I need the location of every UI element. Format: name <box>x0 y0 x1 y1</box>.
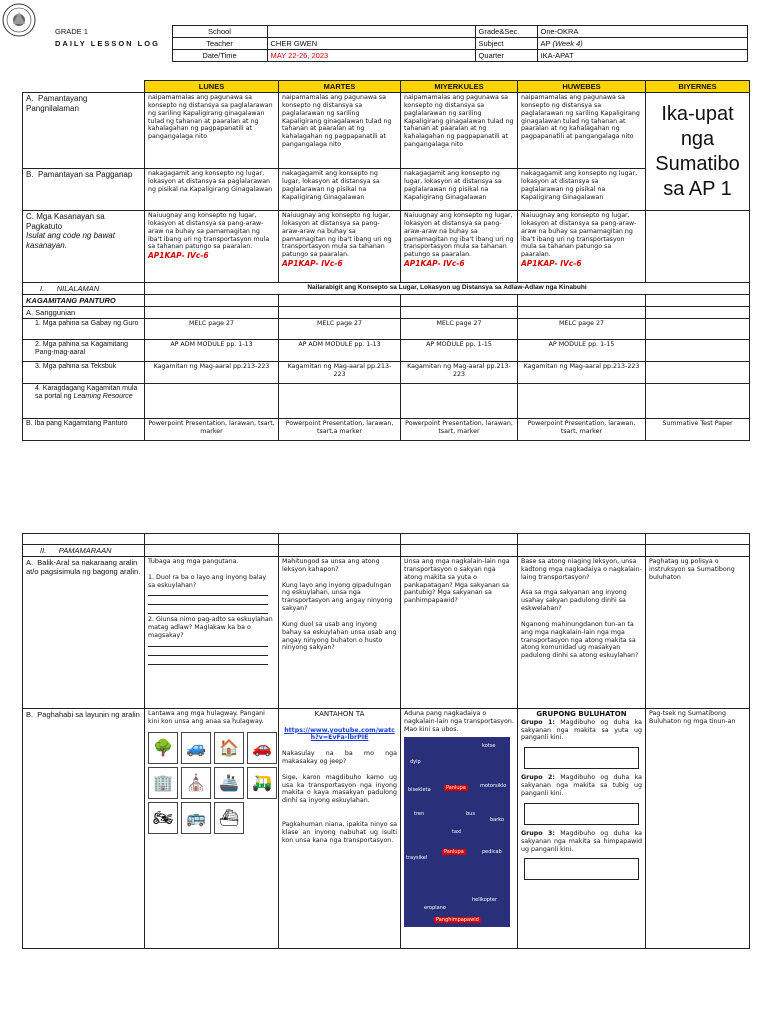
nilalaman-label <box>23 283 145 295</box>
lesson-plan-table <box>22 80 750 441</box>
school-value[interactable] <box>267 26 475 38</box>
paghahabi-lunes <box>145 709 279 949</box>
iba-pang-kagamitan-lunes: Powerpoint Presentation, larawan, tsart, marker <box>145 419 279 441</box>
vehicle-picture-grid <box>148 732 275 834</box>
day-header-biyernes: BIYERNES <box>646 81 750 93</box>
group-1-answer-box[interactable] <box>524 747 639 769</box>
church-picture-icon: ⛪ <box>181 767 211 799</box>
wed-b-intro: Aduna pang nagkadaiya o nagkalain-lain nga transportasyon. Mao kini sa ubos. <box>404 710 514 733</box>
collage-label: bisekleta <box>408 786 431 793</box>
quarter-label: Quarter <box>475 50 537 62</box>
lr-martes <box>279 384 401 419</box>
subject-value[interactable] <box>537 38 747 50</box>
jeep-picture-icon: 🚙 <box>181 732 211 764</box>
section-b-title: Pamantayan sa Pagganap <box>38 170 133 179</box>
paghahabi-martes <box>279 709 401 949</box>
iba-pang-kagamitan-martes: Powerpoint Presentation, larawan, tsart,a marker <box>279 419 401 441</box>
subject-label: Subject <box>475 38 537 50</box>
bus-picture-icon: 🚌 <box>181 802 211 834</box>
performance-standard-huwebes: nakagagamit ang konsepto ng lugar, lokasyon at distansya sa paglalarawan ng pisikal na Kapaligirang Ginagalawan <box>518 169 646 211</box>
paghahabi-miyerkules <box>401 709 518 949</box>
kagamitan-title: KAGAMITANG PANTURO <box>23 295 145 307</box>
balik-aral-letter: A. <box>26 558 34 567</box>
thu-paragraph-1: Base sa atong niaging leksyon, unsa kadtong mga nagkadaiya o nagkalain-laing transportasyon? <box>521 558 642 581</box>
balik-aral-martes <box>279 557 401 709</box>
teksbuk-lunes: Kagamitan ng Mag-aaral pp.213-223 <box>145 362 279 384</box>
iba-pang-kagamitan-miyerkules: Powerpoint Presentation, larawan, tsart, marker <box>401 419 518 441</box>
competency-text: Naiuugnay ang konsepto ng lugar, lokasyon at distansya sa pang-araw-araw na buhay sa pamamagitan ng iba't ibang uri ng transportasyon mula sa tahanan patungo sa paaralan. <box>282 212 392 259</box>
gabay-guro-biyernes <box>646 319 750 340</box>
grade-sec-label: Grade&Sec. <box>475 26 537 38</box>
collage-label: traysikel <box>406 854 428 861</box>
balik-aral-miyerkules: Unsa ang mga nagkalain-lain nga transportasyon o sakyan nga atong makita sa yuta o pankapatagan? Mga sakyanan sa pantubig? Mga sakyanan sa panhimpapawid? <box>401 557 518 709</box>
boat-picture-icon: ⛴ <box>214 802 244 834</box>
paghahabi-title: Paghahabi sa layunin ng aralin <box>37 710 140 719</box>
tue-b-paragraph-2: Sige, karon magdibuho kamo ug usa ka transportasyon nga inyong makita o kaya masakyan padulong dinhi sa inyong eskuylahan. <box>282 773 397 805</box>
house-picture-icon: 🏠 <box>214 732 244 764</box>
group-2-label: Grupo 2: <box>521 774 555 782</box>
module-biyernes <box>646 340 750 362</box>
competency-text: Naiuugnay ang konsepto ng lugar, lokasyon at distansya sa pang-araw-araw na buhay sa pamamagitan ng iba't ibang uri ng transportasyon mula sa tahanan patungo sa paaralan. <box>521 212 637 259</box>
answer-line[interactable] <box>148 598 268 605</box>
sanggunian-label: A. Sanggunian <box>23 307 145 319</box>
module-miyerkules: AP MODULE pp. 1-15 <box>401 340 518 362</box>
competency-miyerkules <box>401 211 518 283</box>
collage-label: motorsiklo <box>480 782 507 789</box>
group-1-label: Grupo 1: <box>521 718 555 726</box>
paghahabi-label <box>23 709 145 949</box>
balik-aral-title: Balik-Aral sa nakaraang aralin at/o pagsisimula ng bagong aralin. <box>26 558 141 576</box>
grupong-buluhaton-title: GRUPONG BULUHATON <box>536 710 627 718</box>
competency-biyernes <box>646 211 750 283</box>
section-b-letter: B. <box>26 170 34 179</box>
collage-label: bus <box>466 810 475 817</box>
thu-paragraph-2: Asa sa mga sakyanan ang inyong usahay sakyan padulong dinhi sa eskwelahan? <box>521 589 627 613</box>
content-standard-huwebes: naipamamalas ang pagunawa sa konsepto ng distansya sa paglalarawan ng sariling Kapaligirang ginagalawan tulad ng tahanan at paaralan at ng kahalagahan ng pagpapanatili at pangangalaga nito <box>518 93 646 169</box>
group-3-text: Magdibuho og duha ka sakyanan nga makita sa himpapawid ug panganli kini. <box>521 829 642 853</box>
iba-pang-kagamitan-biyernes: Summative Test Paper <box>646 419 750 441</box>
answer-line[interactable] <box>148 589 268 596</box>
lr-huwebes <box>518 384 646 419</box>
teksbuk-biyernes <box>646 362 750 384</box>
karagdagang-kagamitan-text: 4. Karagdagang Kagamitan mula sa portal ng <box>35 385 138 401</box>
transport-collage-image <box>404 737 510 927</box>
competency-martes <box>279 211 401 283</box>
section-a-letter: A. <box>26 94 34 103</box>
day-header-huwebes: HUWEBES <box>518 81 646 93</box>
section-c-instruction: Isulat ang code ng bawat kasanayan. <box>26 231 115 250</box>
teksbuk-huwebes: Kagamitan ng Mag-aaral pp.213-223 <box>518 362 646 384</box>
row-label-pamantayang-pangnilalaman <box>23 93 145 169</box>
thu-paragraph-3: Nganong mahinungdanon tun-an ta ang mga nagkalain-lain nga mga transportasyon nga atong makita sa atong komunidad ug masakyan padulong dinhi sa atong eskuylahan? <box>521 620 639 660</box>
collage-label: eroplano <box>424 904 446 911</box>
paghahabi-biyernes: Pag-tsek ng Sumatibong Buluhaton ng mga tinun-an <box>646 709 750 949</box>
question-2: 2. Giunsa nimo pag-adto sa eskuylahan matag adlaw? Maglakaw ka ba o magsakay? <box>148 616 273 640</box>
pamamaraan-label <box>23 545 145 557</box>
group-2-text: Magdibuho og duha ka sakyanan nga makita sa tubig ug panganli kini. <box>521 774 642 798</box>
row-label-kasanayan <box>23 211 145 283</box>
daily-lesson-log-title: DAILY LESSON LOG <box>55 39 160 48</box>
lr-miyerkules <box>401 384 518 419</box>
competency-text: Naiuugnay ang konsepto ng lugar, lokasyon at distansya sa pang-araw-araw na buhay sa pamamagitan ng iba't ibang uri ng transportasyon mula sa tahanan patungo sa paaralan. <box>148 212 270 251</box>
week-text: (Week 4) <box>552 39 583 48</box>
kantahon-ta-title: KANTAHON TA <box>314 710 365 718</box>
paghahabi-huwebes <box>518 709 646 949</box>
tue-paragraph-2: Kung layo ang inyong gipadulngan ng eskuylahan, unsa nga transportasyon ang angay ninyong sakyan? <box>282 581 393 613</box>
performance-standard-lunes: nakagagamit ang konsepto ng lugar, lokasyon at distansya sa paglalarawan ng pisikal na Kapaligirang Ginagalawan <box>145 169 279 211</box>
teksbuk-martes: Kagamitan ng Mag-aaral pp.213-223 <box>279 362 401 384</box>
balik-aral-label <box>23 557 145 709</box>
day-header-miyerkules: MIYERKULES <box>401 81 518 93</box>
ship-picture-icon: 🚢 <box>214 767 244 799</box>
subject-text: AP <box>540 39 551 48</box>
iba-pang-kagamitan-label: B. Iba pang Kagamitang Panturo <box>23 419 145 441</box>
paghahabi-letter: B. <box>26 710 34 719</box>
gabay-guro-lunes: MELC page 27 <box>145 319 279 340</box>
competency-code: AP1KAP- IVc-6 <box>282 259 343 269</box>
balik-aral-huwebes <box>518 557 646 709</box>
collage-label: dyip <box>410 758 421 765</box>
group-1-text: Magdibuho og duha ka sakyanan nga makita sa yuta ug panganli kini. <box>521 718 642 742</box>
answer-line[interactable] <box>148 649 268 656</box>
gabay-guro-miyerkules: MELC page 27 <box>401 319 518 340</box>
tue-b-paragraph-3: Pagkahuman niana, ipakita ninyo sa klase an inyong nabuhat ug isulti kon unsa kana nga transportasyon. <box>282 820 397 844</box>
tricycle-picture-icon: 🛺 <box>247 767 277 799</box>
competency-huwebes <box>518 211 646 283</box>
collage-label: helikopter <box>472 896 498 903</box>
group-2-answer-box[interactable] <box>524 803 639 825</box>
group-2-task <box>521 774 642 798</box>
grade-label: GRADE 1 <box>55 27 88 36</box>
group-3-label: Grupo 3: <box>521 829 555 837</box>
collage-label: tren <box>414 810 425 817</box>
nilalaman-content: Nailarabigit ang Konsepto sa Lugar, Lokasyon ug Distansya sa Adlaw-Adlaw nga Kinabuhi <box>145 283 750 295</box>
module-lunes: AP ADM MODULE pp. 1-13 <box>145 340 279 362</box>
performance-standard-martes: nakagagamit ang konsepto ng lugar, lokasyon at distansya sa paglalarawan ng pisikal na Kapaligirang Ginagalawan <box>279 169 401 211</box>
kagamitang-pang-mag-aaral-label: 2. Mga pahina sa Kagamitang Pang-mag-aaral <box>23 340 145 362</box>
competency-code: AP1KAP- IVc-6 <box>148 251 209 261</box>
youtube-link[interactable]: https://www.youtube.com/watch?v=EvFa-lbrPIE <box>284 726 395 742</box>
gabay-guro-label: 1. Mga pahina sa Gabay ng Guro <box>23 319 145 340</box>
lr-biyernes <box>646 384 750 419</box>
paghahabi-instruction: Lantawa ang mga hulagway. Pangani kini kon unsa ang anaa sa hulagway. <box>148 710 265 725</box>
performance-standard-miyerkules: nakagagamit ang konsepto ng lugar, lokasyon at distansya sa paglalarawan ng pisikal na Kapaligirang Ginagalawan <box>401 169 518 211</box>
content-standard-martes: naipamamalas ang pagunawa sa konsepto ng distansya sa paglalarawan ng sariling Kapaligirang ginagalawan tulad ng tahanan at paaralan at ng kahalagahan ng pagpapanatili at pangangalaga nito <box>279 93 401 169</box>
balik-aral-intro: Tubaga ang mga pangutana. <box>148 558 239 565</box>
collage-label: barko <box>490 816 505 823</box>
gabay-guro-martes: MELC page 27 <box>279 319 401 340</box>
day-header-lunes: LUNES <box>145 81 279 93</box>
header-table <box>22 25 748 62</box>
answer-line[interactable] <box>148 607 268 614</box>
quarter-value[interactable]: IKA-APAT <box>537 50 747 62</box>
collage-label: pedicab <box>482 848 502 855</box>
date-time-label: Date/Time <box>172 50 267 62</box>
grade-sec-value[interactable]: One-OKRA <box>537 26 747 38</box>
pamamaraan-number: II. <box>40 546 47 555</box>
competency-code: AP1KAP- IVc-6 <box>521 259 582 269</box>
collage-label: taxi <box>452 828 462 835</box>
answer-line[interactable] <box>148 640 268 647</box>
module-huwebes: AP MODULE pp. 1-15 <box>518 340 646 362</box>
teacher-label: Teacher <box>172 38 267 50</box>
collage-label: Panghimpapawid <box>436 916 479 923</box>
balik-aral-lunes <box>145 557 279 709</box>
pamamaraan-title: PAMAMARAAN <box>58 546 112 555</box>
question-1: 1. Duol ra ba o layo ang inyong balay sa eskuylahan? <box>148 573 267 589</box>
group-3-answer-box[interactable] <box>524 858 639 880</box>
day-header-martes: MARTES <box>279 81 401 93</box>
iba-pang-kagamitan-huwebes: Powerpoint Presentation, larawan, tsart, marker <box>518 419 646 441</box>
motorcycle-picture-icon: 🏍 <box>148 802 178 834</box>
lr-lunes <box>145 384 279 419</box>
nilalaman-title: NILALAMAN <box>56 284 100 293</box>
pamamaraan-table <box>22 533 750 949</box>
content-standard-miyerkules: naipamamalas ang pagunawa sa konsepto ng distansya sa paglalarawan ng sariling Kapaligirang ginagalawan tulad ng tahanan at paaralan at ng kahalagahan ng pagpapanatili at pangangalaga nito <box>401 93 518 169</box>
answer-line[interactable] <box>148 658 268 665</box>
building-picture-icon: 🏢 <box>148 767 178 799</box>
gabay-guro-huwebes: MELC page 27 <box>518 319 646 340</box>
competency-text: Naiuugnay ang konsepto ng lugar, lokasyon at distansya sa pang-araw-araw na buhay sa pamamagitan ng iba't ibang uri ng transportasyon mula sa tahanan patungo sa paaralan. <box>404 212 514 259</box>
tue-paragraph-3: Kung duol sa usab ang inyong bahay sa eskuylahan unsa usab ang angay ninyong buhaton o husto ninyong sakyan? <box>282 620 397 652</box>
balik-aral-biyernes: Paghatag ug polisya o instruksyon sa Sumatibong buluhaton <box>646 557 750 709</box>
collage-label: Panlupa <box>444 848 464 855</box>
group-3-task <box>521 830 642 854</box>
tue-paragraph-1: Mahitungod sa unsa ang atong leksyon kahapon? <box>282 558 380 573</box>
section-c-title: Mga Kasanayan sa Pagkatuto <box>26 212 105 231</box>
karagdagang-kagamitan-label <box>23 384 145 419</box>
group-1-task <box>521 719 642 743</box>
learning-resource-text: Learning Resource <box>73 393 133 401</box>
module-martes: AP ADM MODULE pp. 1-13 <box>279 340 401 362</box>
tue-b-paragraph-1: Nakasulay na ba mo nga makasakay og jeep? <box>282 750 397 766</box>
section-c-letter: C. <box>26 212 34 221</box>
car-picture-icon: 🚗 <box>247 732 277 764</box>
school-label: School <box>172 26 267 38</box>
tree-picture-icon: 🌳 <box>148 732 178 764</box>
collage-label: kotse <box>482 742 496 749</box>
row-label-pamantayan-sa-pagganap <box>23 169 145 211</box>
collage-label: Panlupa <box>446 784 466 791</box>
date-time-value[interactable]: MAY 22-26, 2023 <box>267 50 475 62</box>
nilalaman-number: I. <box>40 284 45 293</box>
competency-code: AP1KAP- IVc-6 <box>404 259 465 269</box>
teksbuk-label: 3. Mga pahina sa Teksbuk <box>23 362 145 384</box>
section-a-title: Pamantayang Pangnilalaman <box>26 94 88 113</box>
competency-lunes <box>145 211 279 283</box>
content-standard-lunes: naipamamalas ang pagunawa sa konsepto ng distansya sa paglalarawan ng sariling Kapaligirang ginagalawan tulad ng tahanan at paaralan at ng kahalagahan ng pagpapanatili at pangangalaga nito <box>145 93 279 169</box>
summative-title: Ika-upat nga Sumatibo sa AP 1 <box>646 93 750 211</box>
teacher-value[interactable]: CHER GWEN <box>267 38 475 50</box>
teksbuk-miyerkules: Kagamitan ng Mag-aaral pp.213-223 <box>401 362 518 384</box>
